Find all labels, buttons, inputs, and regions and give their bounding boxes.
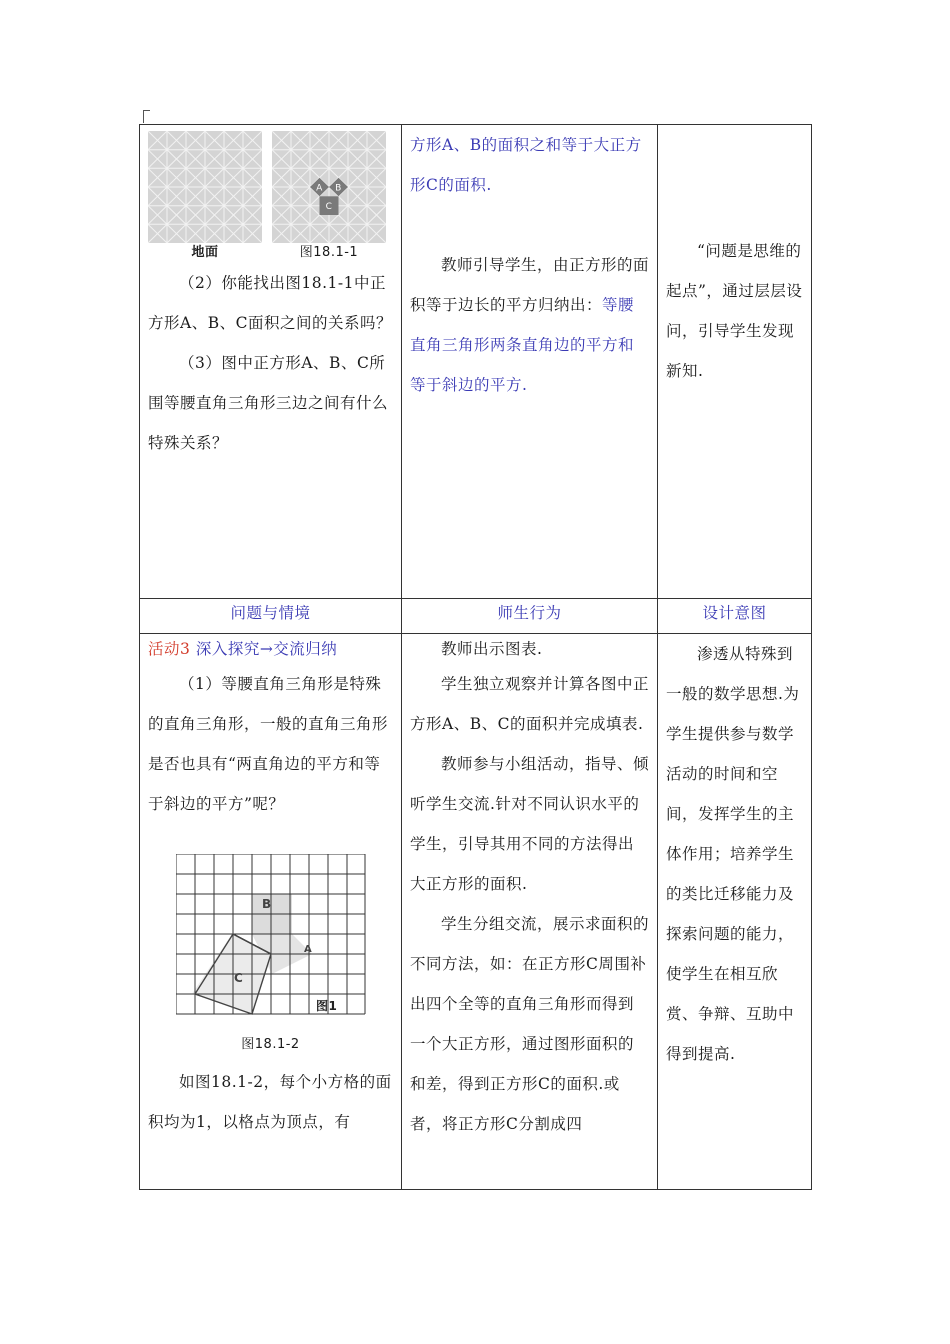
figure-18-1-2-caption: 图18.1-2 (241, 1037, 300, 1052)
corner-mark (143, 110, 150, 123)
floor-tile-image (148, 131, 262, 243)
teacher-guidance (410, 245, 649, 405)
question-2: （2）你能找出图18.1-1中正方形A、B、C面积之间的关系吗？ (148, 274, 392, 332)
activity-title: 活动3 (148, 640, 191, 658)
figure-caption: 图18.1-1 (299, 245, 359, 260)
row1-col3-cell (658, 125, 812, 599)
activity-subtitle: 深入探究→交流归纳 (195, 640, 338, 658)
grid-figure (176, 854, 366, 1030)
floor-figure (148, 131, 262, 263)
lesson-table (139, 124, 812, 1190)
grid-label-b: B (261, 897, 272, 911)
row3-col1-cell (140, 634, 402, 1190)
floor-caption: 地面 (191, 245, 219, 260)
grid-label-c: C (233, 971, 243, 985)
header-row (140, 599, 812, 634)
guidance-plain: 教师引导学生，由正方形的面积等于边长的平方归纳出： (410, 256, 650, 314)
table-row (140, 125, 812, 599)
header-problem: 问题与情境 (140, 599, 402, 634)
label-b: B (335, 183, 342, 194)
teacher-participates: 教师参与小组活动，指导、倾听学生交流.针对不同认识水平的学生，引导其用不同的方法得出大正方形的面积. (410, 755, 650, 893)
header-behavior: 师生行为 (402, 599, 658, 634)
problem-statement: 如图18.1-2，每个小方格的面积均为1，以格点为顶点，有 (148, 1073, 392, 1131)
table-row (140, 634, 812, 1190)
grid-label-fig: 图1 (315, 999, 337, 1013)
figure-18-1-1 (272, 131, 386, 263)
design-intent-2: 渗透从特殊到一般的数学思想.为学生提供参与数学活动的时间和空间，发挥学生的主体作用；培养学生的类比迁移能力及探索问题的能力，使学生在相互欣赏、争辩、互助中得到提高. (666, 645, 800, 1063)
grid-label-a: A (303, 944, 312, 955)
label-c: C (325, 202, 333, 212)
conclusion-text: 方形A、B的面积之和等于大正方形C的面积. (410, 136, 642, 194)
design-intent-1: “问题是思维的起点”，通过层层设问，引导学生发现新知. (666, 242, 803, 380)
pythagoras-tile-image (272, 131, 386, 243)
teacher-shows: 教师出示图表. (441, 640, 543, 658)
question-3: （3）图中正方形A、B、C所围等腰直角三角形三边之间有什么特殊关系？ (148, 354, 389, 452)
student-exchange: 学生分组交流，展示求面积的不同方法，如：在正方形C周围补出四个全等的直角三角形而得到一个大正方形，通过图形面积的和差，得到正方形C的面积.或者，将正方形C分割成四 (410, 915, 650, 1133)
row3-col3-cell (658, 634, 812, 1190)
activity-heading (148, 634, 393, 664)
guidance-blue: 等腰直角三角形两条直角边的平方和等于斜边的平方. (410, 296, 635, 394)
student-observes: 学生独立观察并计算各图中正方形A、B、C的面积并完成填表. (410, 675, 650, 733)
row1-col2-cell (402, 125, 658, 599)
label-a: A (316, 183, 323, 194)
header-intent: 设计意图 (658, 599, 812, 634)
figure-row (148, 125, 393, 263)
question-1: （1）等腰直角三角形是特殊的直角三角形，一般的直角三角形是否也具有“两直角边的平方和等于斜边的平方”呢？ (148, 675, 389, 813)
row1-col1-cell (140, 125, 402, 599)
row3-col2-cell (402, 634, 658, 1190)
